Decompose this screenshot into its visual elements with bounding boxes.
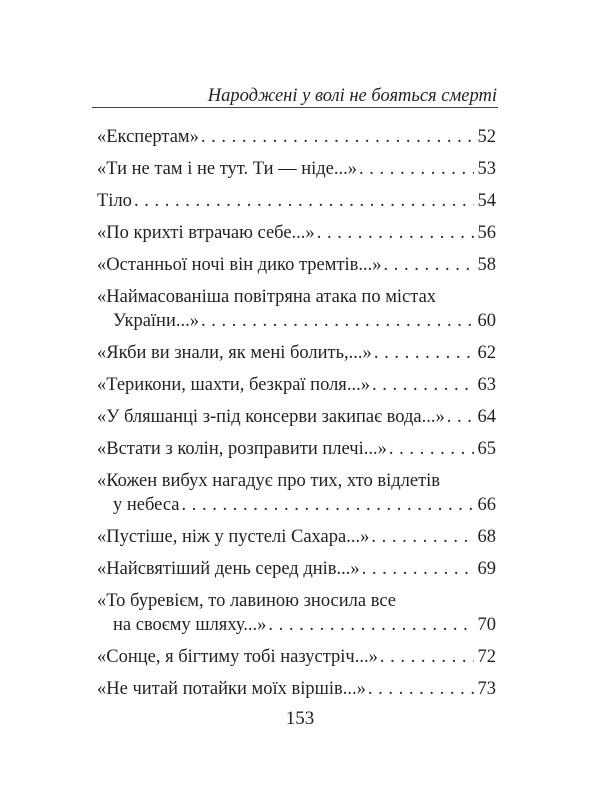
dot-leader <box>447 405 474 429</box>
toc-entry <box>97 589 496 637</box>
dot-leader <box>268 613 473 637</box>
toc-entry-title-line: «Наймасованіша повітряна атака по містах <box>97 287 437 307</box>
toc-entry-page: 60 <box>477 311 496 331</box>
dot-leader <box>371 525 473 549</box>
page-number: 153 <box>285 708 315 729</box>
toc-entry-row <box>97 645 496 669</box>
toc-entry-page: 52 <box>477 127 496 147</box>
toc-entry-row <box>97 557 496 581</box>
toc-entry <box>97 221 496 245</box>
toc-entry-row <box>97 125 496 149</box>
toc-entry-page: 63 <box>477 375 496 395</box>
toc-entry-row <box>97 405 496 429</box>
toc-entry <box>97 557 496 581</box>
toc-entry <box>97 125 496 149</box>
toc-entry-title: Тіло <box>97 191 132 211</box>
toc-entry-page: 65 <box>477 439 496 459</box>
toc-entry-title: на своєму шляху...» <box>113 615 267 635</box>
toc-entry <box>97 157 496 181</box>
toc-entry-title: «Якби ви знали, як мені болить,...» <box>97 343 372 363</box>
toc-entry <box>97 285 496 333</box>
dot-leader <box>372 373 474 397</box>
toc-entry-page: 69 <box>477 559 496 579</box>
toc-entry-row <box>97 189 496 213</box>
toc-entry-title: «Останньої ночі він дико тремтів...» <box>97 255 382 275</box>
toc-entry-title: «Ти не там і не тут. Ти — ніде...» <box>97 159 358 179</box>
toc-entry-title: «Експертам» <box>97 127 199 147</box>
toc-entry-page: 72 <box>477 647 496 667</box>
dot-leader <box>181 493 473 517</box>
toc-entry <box>97 469 496 517</box>
toc-entry-title: «У бляшанці з-під консерви закипає вода...» <box>97 407 445 427</box>
toc-entry-title-line: «Кожен вибух нагадує про тих, хто відлетів <box>97 471 441 491</box>
toc-entry-row <box>97 493 496 517</box>
running-head: Народжені у волі не бояться смерті <box>207 86 497 106</box>
toc-entry-row <box>97 613 496 637</box>
dot-leader <box>380 645 474 669</box>
toc-entry <box>97 189 496 213</box>
toc-entry-page: 62 <box>477 343 496 363</box>
toc-entry <box>97 253 496 277</box>
toc-entry-page: 58 <box>477 255 496 275</box>
toc-entry-page: 64 <box>477 407 496 427</box>
dot-leader <box>384 253 474 277</box>
toc-entry-title: «По крихті втрачаю себе...» <box>97 223 315 243</box>
header-rule <box>92 107 498 108</box>
toc-entry-title: «Терикони, шахти, безкраї поля...» <box>97 375 370 395</box>
toc-entry <box>97 525 496 549</box>
toc-entry-row <box>97 525 496 549</box>
toc-entry <box>97 373 496 397</box>
toc-entry <box>97 405 496 429</box>
toc-entry-title-line: «То буревієм, то лавиною зносила все <box>97 591 396 611</box>
table-of-contents <box>97 125 496 709</box>
toc-entry-title: «Сонце, я бігтиму тобі назустріч...» <box>97 647 378 667</box>
toc-entry-title: «Не читай потайки моїх віршів...» <box>97 679 366 699</box>
toc-entry <box>97 437 496 461</box>
toc-entry <box>97 645 496 669</box>
dot-leader <box>359 157 473 181</box>
toc-entry-page: 68 <box>477 527 496 547</box>
toc-entry <box>97 341 496 365</box>
dot-leader <box>201 309 474 333</box>
toc-entry-row <box>97 677 496 701</box>
toc-entry-title: України...» <box>113 311 199 331</box>
dot-leader <box>374 341 474 365</box>
toc-entry-row <box>97 157 496 181</box>
toc-entry <box>97 677 496 701</box>
dot-leader <box>362 557 474 581</box>
dot-leader <box>201 125 474 149</box>
toc-entry-title: «Встати з колін, розправити плечі...» <box>97 439 387 459</box>
dot-leader <box>134 189 474 213</box>
dot-leader <box>389 437 474 461</box>
toc-entry-page: 54 <box>477 191 496 211</box>
toc-entry-row <box>97 309 496 333</box>
toc-entry-page: 73 <box>477 679 496 699</box>
toc-entry-page: 66 <box>477 495 496 515</box>
toc-entry-title: «Пустіше, ніж у пустелі Сахара...» <box>97 527 370 547</box>
dot-leader <box>317 221 474 245</box>
toc-entry-row <box>97 373 496 397</box>
toc-entry-title: «Найсвятіший день серед днів...» <box>97 559 360 579</box>
toc-entry-row <box>97 253 496 277</box>
toc-entry-title: у небеса <box>113 495 180 515</box>
toc-entry-row <box>97 221 496 245</box>
toc-entry-page: 53 <box>477 159 496 179</box>
toc-entry-row <box>97 341 496 365</box>
toc-entry-page: 70 <box>477 615 496 635</box>
dot-leader <box>368 677 474 701</box>
toc-entry-row <box>97 437 496 461</box>
toc-entry-page: 56 <box>477 223 496 243</box>
